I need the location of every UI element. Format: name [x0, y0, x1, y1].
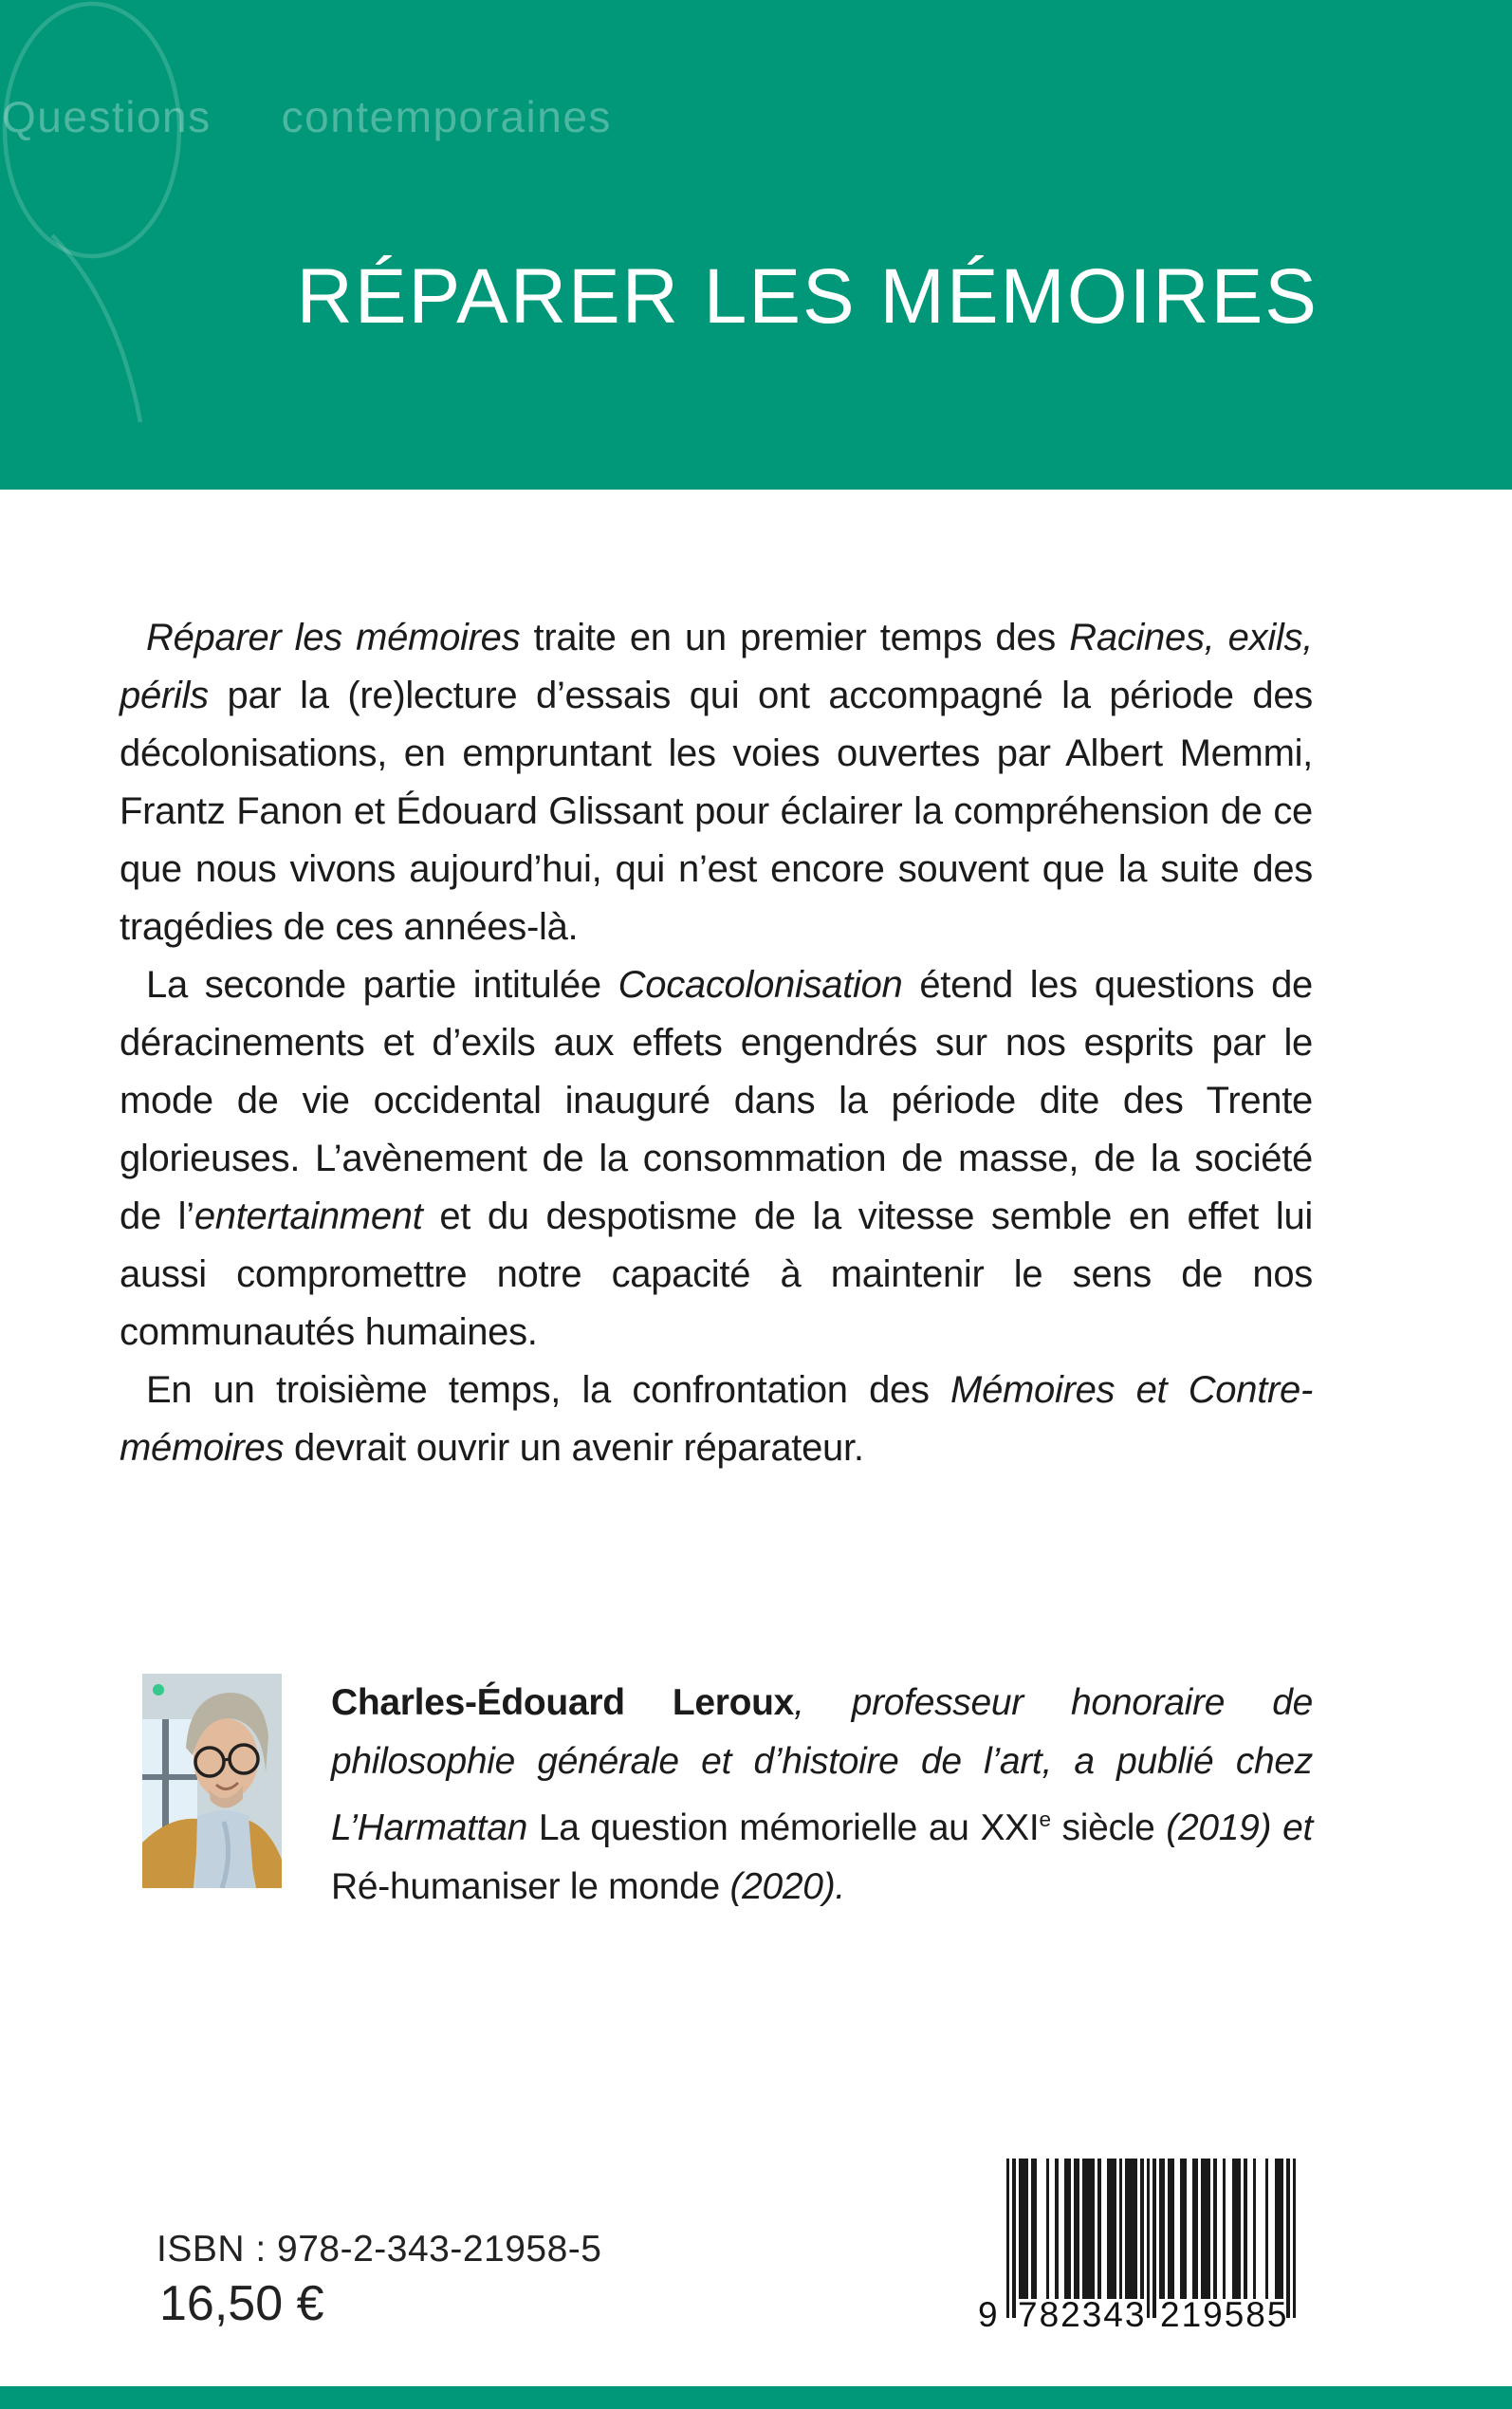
collection-name — [2, 91, 612, 142]
ean13-barcode — [978, 2159, 1296, 2344]
price-text: 16,50 € — [159, 2276, 324, 2331]
barcode-digits-left: 782343 — [1018, 2295, 1147, 2334]
isbn-text: ISBN : 978-2-343-21958-5 — [157, 2229, 602, 2270]
barcode-digits-right: 219585 — [1160, 2295, 1289, 2334]
author-bio: Charles-Édouard Leroux, professeur honoraire de philosophie générale et d’histoire de l’art, a publié chez L’Harmattan La question mémorielle au XXIe siècle (2019) et Ré-humaniser le monde (2020). — [331, 1682, 1313, 1907]
synopsis-paragraph-2: La seconde partie intitulée Cocacolonisation étend les questions de déracinements et d’exils aux effets engendrés sur nos esprits par le mode de vie occidental inauguré dans la période dite des Trente glorieuses. L’avènement de la consommation de masse, de la société de l’entertainment et du despotisme de la vitesse semble en effet lui aussi compromettre notre capacité à maintenir le sens de nos communautés humaines. — [120, 964, 1313, 1353]
synopsis-paragraph-1: Réparer les mémoires traite en un premier temps des Racines, exils, périls par la (re)lecture d’essais qui ont accompagné la période des décolonisations, en empruntant les voies ouvertes par Albert Memmi, Frantz Fanon et Édouard Glissant pour éclairer la compréhension de ce que nous vivons aujourd’hui, qui n’est encore souvent que la suite des tragédies de ces années-là. — [120, 617, 1314, 948]
book-title: RÉPARER LES MÉMOIRES — [296, 253, 1318, 340]
collection-word-1: Questions — [2, 92, 212, 141]
synopsis — [120, 609, 1313, 1477]
author-photo — [142, 1674, 282, 1888]
q-collection-watermark-icon — [0, 0, 304, 474]
footer-band — [0, 2386, 1512, 2409]
barcode-digit-first: 9 — [978, 2295, 998, 2334]
header-band — [0, 0, 1512, 490]
synopsis-paragraph-3: En un troisième temps, la confrontation des Mémoires et Contre-mémoires devrait ouvrir un avenir réparateur. — [120, 1369, 1313, 1469]
collection-word-2: contemporaines — [281, 92, 612, 141]
author-section — [142, 1674, 1313, 1916]
